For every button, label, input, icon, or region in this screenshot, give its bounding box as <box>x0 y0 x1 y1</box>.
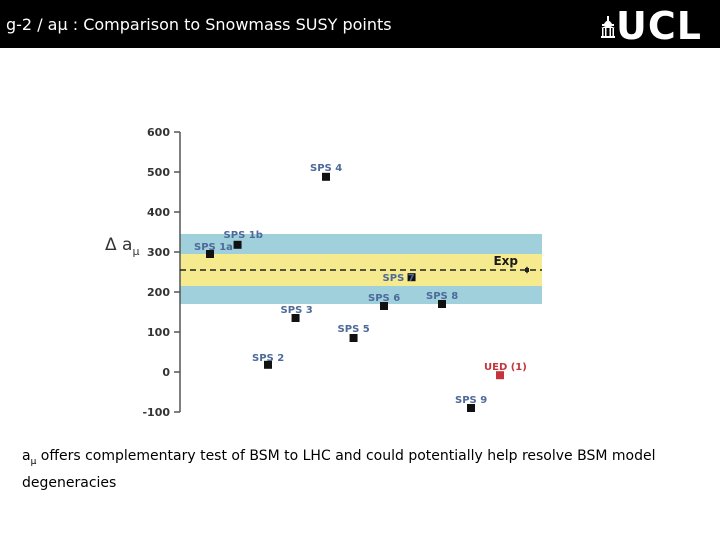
y-axis <box>142 126 180 418</box>
logo-wordmark: UCL <box>616 4 702 48</box>
y-tick-label: 100 <box>147 326 170 339</box>
y-axis-label: Δ $a_\mu$ <box>105 235 140 258</box>
data-point <box>322 173 330 181</box>
ucl-logo <box>600 4 720 48</box>
data-label: SPS 1a <box>194 242 233 253</box>
data-label: SPS 8 <box>426 291 459 302</box>
data-label: SPS 7 <box>382 273 415 285</box>
experiment-label: Exp <box>493 254 518 268</box>
y-tick-label: 0 <box>162 366 170 379</box>
experiment-point <box>525 268 529 272</box>
slide-title: g-2 / aμ : Comparison to Snowmass SUSY points <box>6 15 392 34</box>
y-tick-label: 200 <box>147 286 170 299</box>
slide-header <box>0 0 720 48</box>
y-tick-label: -100 <box>142 406 170 418</box>
caption-lead-sub: μ <box>30 456 37 467</box>
caption-lead: a <box>22 448 31 464</box>
y-tick-label: 500 <box>147 166 170 179</box>
slide-caption <box>22 446 702 494</box>
data-label: SPS 1b <box>223 229 263 241</box>
data-label: SPS 5 <box>337 324 370 335</box>
data-point <box>350 334 358 342</box>
y-tick-label: 400 <box>147 206 170 219</box>
data-label: SPS 9 <box>455 395 488 406</box>
data-label: SPS 6 <box>368 293 401 304</box>
data-label: SPS 2 <box>252 352 285 364</box>
scatter-chart <box>100 78 560 418</box>
y-tick-label: 600 <box>147 126 170 139</box>
data-label: SPS 3 <box>280 305 313 316</box>
portico-icon <box>600 14 616 46</box>
y-tick-label: 300 <box>147 246 170 259</box>
data-point <box>234 241 242 249</box>
data-label: UED (1) <box>484 362 527 374</box>
caption-text: offers complementary test of BSM to LHC and could potentially help resolve BSM model degeneracies <box>22 448 656 491</box>
data-label: SPS 4 <box>310 162 343 174</box>
